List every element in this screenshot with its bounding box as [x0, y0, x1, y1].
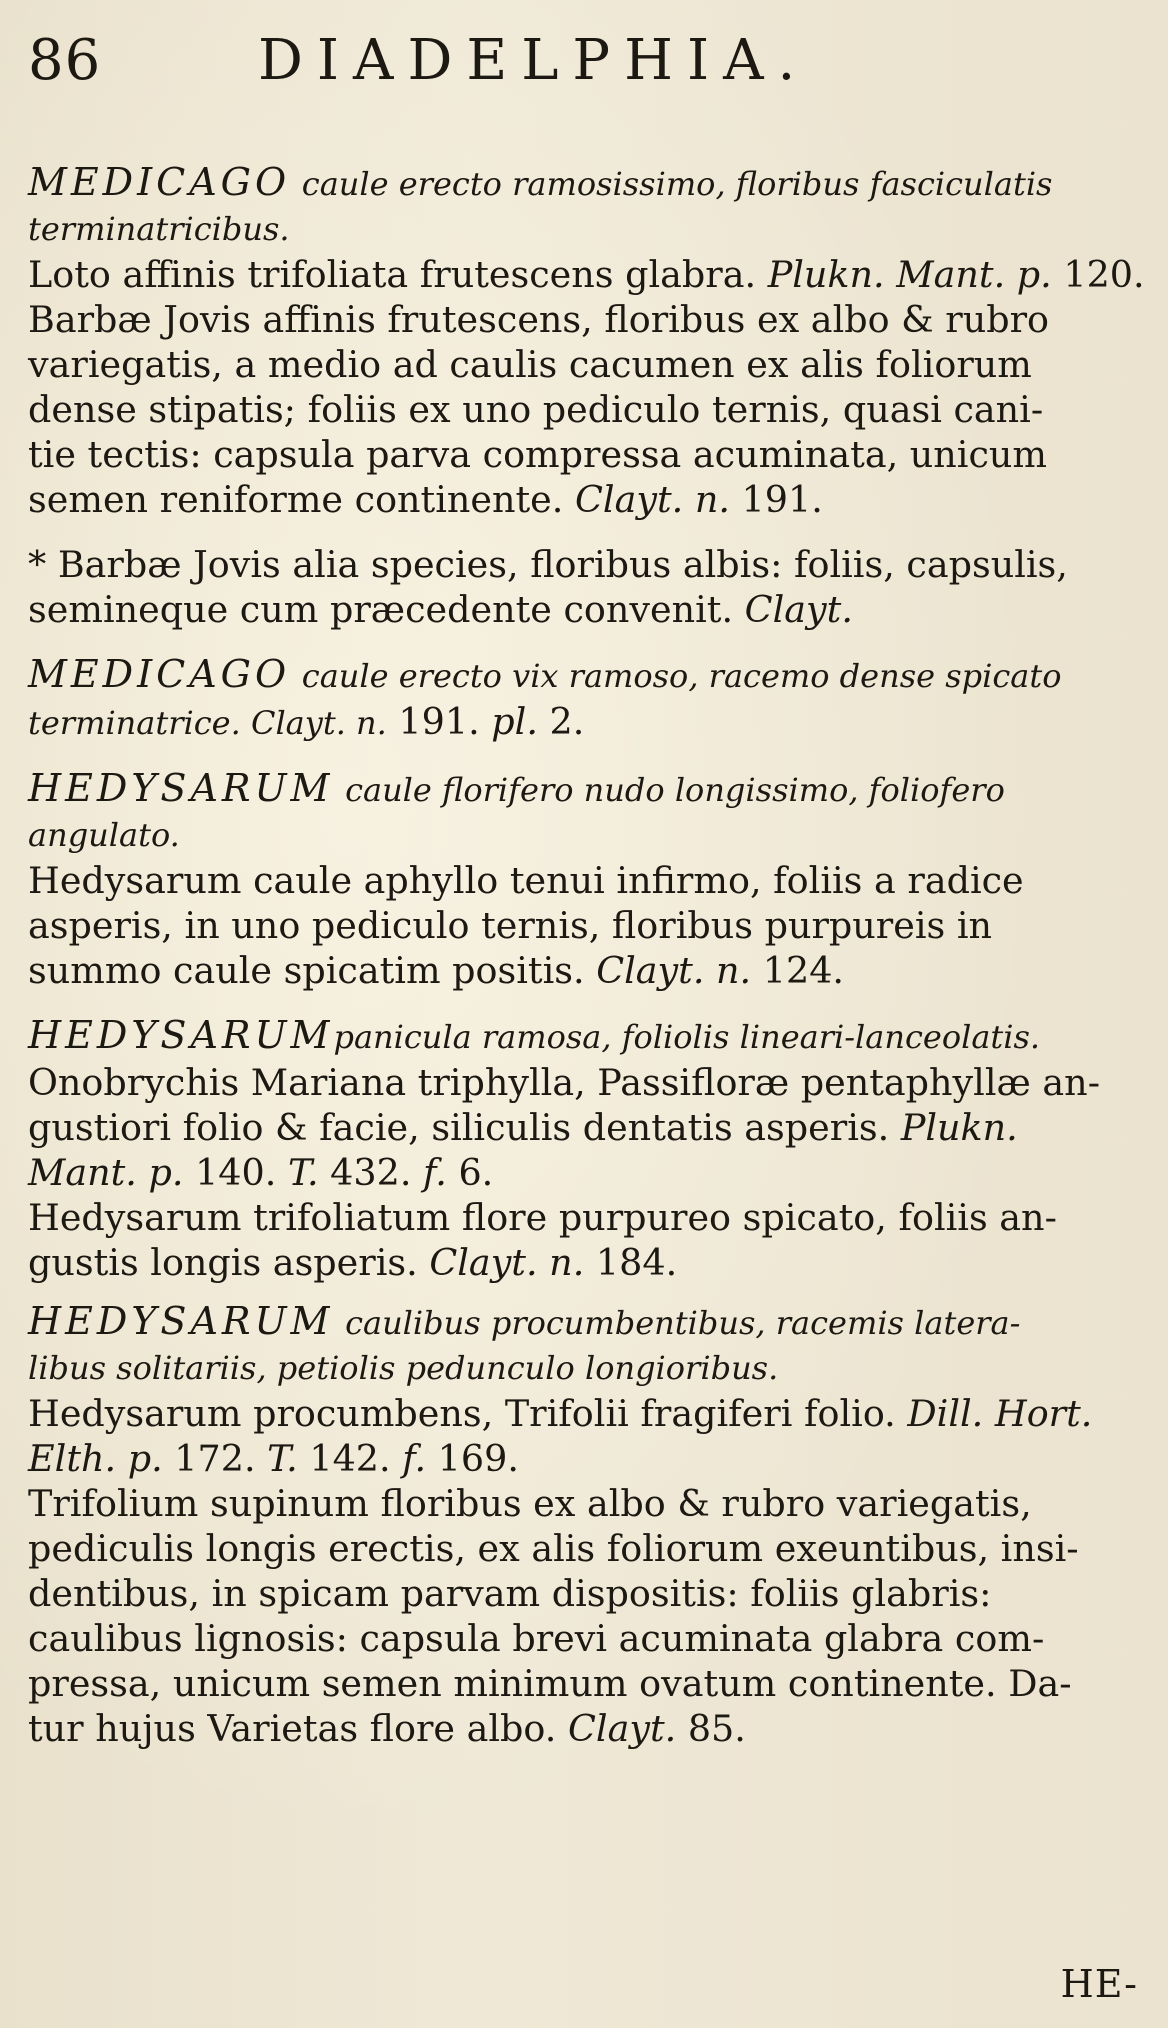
description-line: semen reniforme continente. Clayt. n. 191. — [28, 478, 823, 521]
page-number: 86 — [28, 28, 102, 93]
description-line: tie tectis: capsula parva compressa acuminata, unicum — [28, 433, 1048, 476]
species-entry — [28, 542, 1140, 632]
genus-name: MEDICAGO — [28, 652, 291, 696]
diagnosis-line — [28, 1299, 1140, 1346]
diagnosis-text: caulibus procumbentibus, racemis latera- — [345, 1304, 1021, 1342]
description-line: pediculis longis erectis, ex alis foliorum exeuntibus, insi- — [28, 1527, 1079, 1570]
description-line: Trifolium supinum floribus ex albo & rubro variegatis, — [28, 1482, 1032, 1525]
species-entry — [28, 766, 1140, 993]
synonym-line: Hedysarum procumbens, Trifolii fragiferi folio. Dill. Hort. — [28, 1392, 1093, 1435]
description-line: dense stipatis; foliis ex uno pediculo ternis, quasi cani- — [28, 388, 1044, 431]
description-line: tur hujus Varietas flore albo. Clayt. 85. — [28, 1707, 746, 1750]
description-line: Hedysarum caule aphyllo tenui infirmo, foliis a radice — [28, 859, 1024, 902]
description-line: asperis, in uno pediculo ternis, floribus purpureis in — [28, 904, 993, 947]
diagnosis-line — [28, 766, 1140, 813]
running-head: DIADELPHIA. — [258, 28, 810, 93]
diagnosis-text: terminatricibus. — [28, 210, 290, 248]
description-line: caulibus lignosis: capsula brevi acuminata glabra com- — [28, 1617, 1045, 1660]
species-entry — [28, 652, 1140, 746]
diagnosis-text: libus solitariis, petiolis pedunculo longioribus. — [28, 1349, 779, 1387]
body-text — [28, 160, 1145, 1771]
diagnosis-text: caule erecto ramosissimo, floribus fasciculatis — [301, 165, 1053, 203]
description-line: summo caule spicatim positis. Clayt. n. 124. — [28, 949, 845, 992]
description-line: semineque cum præcedente convenit. Clayt. — [28, 588, 853, 631]
description-line: * Barbæ Jovis alia species, floribus albis: foliis, capsulis, — [28, 543, 1068, 586]
diagnosis-text: caule erecto vix ramoso, racemo dense spicato — [301, 657, 1062, 695]
diagnosis-text: panicula ramosa, foliolis lineari-lanceolatis. — [333, 1018, 1041, 1056]
synonym-line: Onobrychis Mariana triphylla, Passifloræ pentaphyllæ an- — [28, 1061, 1101, 1104]
catchword: HE- — [1060, 1962, 1138, 2006]
description-line: Hedysarum trifoliatum flore purpureo spicato, foliis an- — [28, 1196, 1057, 1239]
reference-line: Elth. p. 172. T. 142. f. 169. — [28, 1437, 519, 1480]
genus-name: HEDYSARUM — [28, 1013, 334, 1057]
description-line: pressa, unicum semen minimum ovatum continente. Da- — [28, 1662, 1072, 1705]
synonym-line: gustiori folio & facie, siliculis dentatis asperis. Plukn. — [28, 1106, 1018, 1149]
diagnosis-line — [28, 160, 1140, 207]
page-header — [28, 22, 1138, 102]
description-line: Barbæ Jovis affinis frutescens, floribus ex albo & rubro — [28, 298, 1050, 341]
species-entry — [28, 1013, 1140, 1285]
diagnosis-line: terminatrice. Clayt. n. 191. pl. 2. — [28, 700, 585, 743]
diagnosis-text: caule florifero nudo longissimo, foliofero — [345, 771, 1005, 809]
species-entry — [28, 1299, 1140, 1751]
species-entry — [28, 160, 1145, 522]
synonym-line: Loto affinis trifoliata frutescens glabra. Plukn. Mant. p. 120. — [28, 253, 1145, 296]
diagnosis-text: angulato. — [28, 816, 180, 854]
description-line: dentibus, in spicam parvam dispositis: foliis glabris: — [28, 1572, 992, 1615]
reference-line: Mant. p. 140. T. 432. f. 6. — [28, 1151, 494, 1194]
genus-name: MEDICAGO — [28, 160, 291, 204]
genus-name: HEDYSARUM — [28, 1299, 334, 1343]
description-line: variegatis, a medio ad caulis cacumen ex alis foliorum — [28, 343, 1032, 386]
genus-name: HEDYSARUM — [28, 766, 334, 810]
diagnosis-line — [28, 652, 1140, 699]
diagnosis-line — [28, 1013, 1140, 1060]
description-line: gustis longis asperis. Clayt. n. 184. — [28, 1241, 678, 1284]
